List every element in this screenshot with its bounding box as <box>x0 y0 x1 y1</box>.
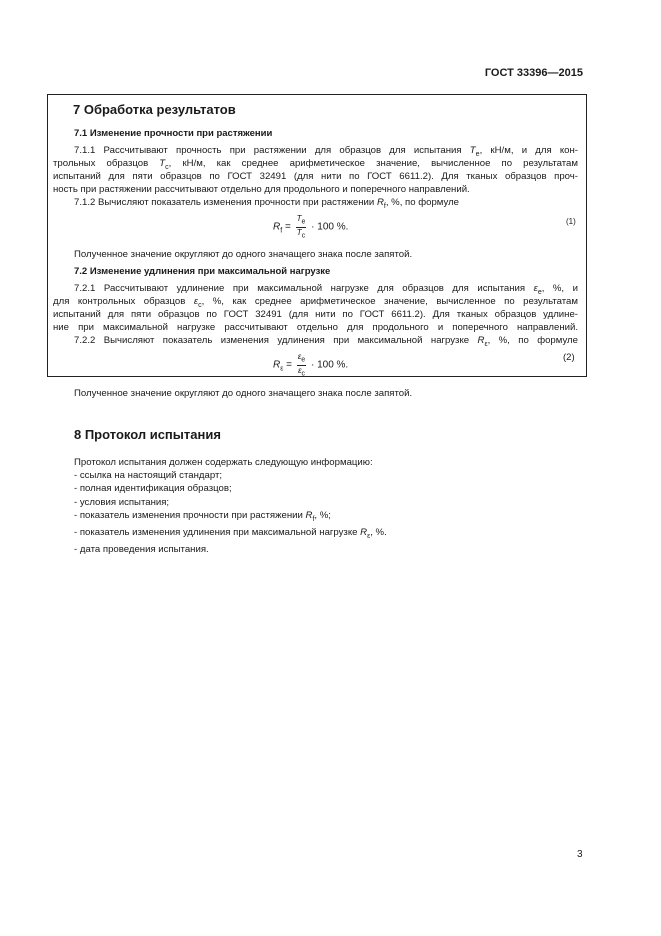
standard-number: ГОСТ 33396—2015 <box>484 67 583 79</box>
list-item: - показатель изменения удлинения при максимальной нагрузке $R_\varepsilon$, %. <box>74 527 387 540</box>
p-7-1-1-line2: трольных образцов $T_c$, кН/м, как среднее арифметическое значение, вычисленное по результатам <box>53 158 578 171</box>
formula-2-fraction: $\frac{\varepsilon_e}{\varepsilon_c}$ <box>297 352 306 378</box>
equation-number-2: (2) <box>563 352 575 363</box>
section-8-title: 8 Протокол испытания <box>74 427 221 442</box>
p-7-2-1-line2: для контрольных образцов $\varepsilon_c$, %, как среднее арифметическое значение, вычисленное по результатам <box>53 296 578 309</box>
section-7-title: 7 Обработка результатов <box>73 102 236 117</box>
p-7-2-1-line3: испытаний для пяти образцов по ГОСТ 32491 (для нити по ГОСТ 6611.2). Для тканых образцов удлине- <box>53 309 578 320</box>
page-number: 3 <box>577 849 583 860</box>
list-item: - дата проведения испытания. <box>74 544 209 556</box>
p-7-2-1-line1: 7.2.1 Рассчитывают удлинение при максимальной нагрузке для образцов для испытания $\varepsilon_e$, %, и <box>74 283 578 296</box>
formula-2: $R_\varepsilon$ = $\frac{\varepsilon_e}{\varepsilon_c}$ · 100 %. <box>273 352 349 378</box>
p-7-2-2: 7.2.2 Вычисляют показатель изменения удлинения при максимальной нагрузке $R_\varepsilon$, %, по формуле <box>74 335 578 348</box>
list-item: - показатель изменения прочности при растяжении $R_f$, %; <box>74 509 331 523</box>
protocol-intro: Протокол испытания должен содержать следующую информацию: <box>74 457 373 468</box>
subsection-7-1-title: 7.1 Изменение прочности при растяжении <box>74 128 273 139</box>
protocol-items-list <box>74 469 387 557</box>
p-7-1-2: 7.1.2 Вычисляют показатель изменения прочности при растяжении $R_f$, %, по формуле <box>74 197 460 210</box>
p-7-1-1-line3: испытаний для пяти образцов по ГОСТ 32491 (для нити по ГОСТ 6611.2). Для тканых образцов проч- <box>53 171 578 182</box>
list-item: - условия испытания; <box>74 496 170 508</box>
p-7-1-1-line1: 7.1.1 Рассчитывают прочность при растяжении для образцов для испытания $T_e$, кН/м, и для кон- <box>74 145 578 158</box>
formula-1: $R_f$ = $\frac{T_e}{T_c}$ · 100 %. <box>273 214 349 240</box>
formula-1-fraction: $\frac{T_e}{T_c}$ <box>296 214 306 240</box>
list-item: - полная идентификация образцов; <box>74 483 232 495</box>
p-7-2-1-line4: ние при максимальной нагрузке рассчитывают отдельно для продольного и поперечного направлений. <box>53 322 578 333</box>
equation-number-1: (1) <box>566 217 576 226</box>
p-7-1-1-line4: ность при растяжении рассчитывают отдельно для продольного и поперечного направлений. <box>53 184 470 195</box>
list-item: - ссылка на настоящий стандарт; <box>74 470 223 481</box>
subsection-7-2-title: 7.2 Изменение удлинения при максимальной нагрузке <box>74 266 331 277</box>
rounding-note-2: Полученное значение округляют до одного значащего знака после запятой. <box>74 388 413 399</box>
rounding-note-1: Полученное значение округляют до одного значащего знака после запятой. <box>74 249 413 260</box>
